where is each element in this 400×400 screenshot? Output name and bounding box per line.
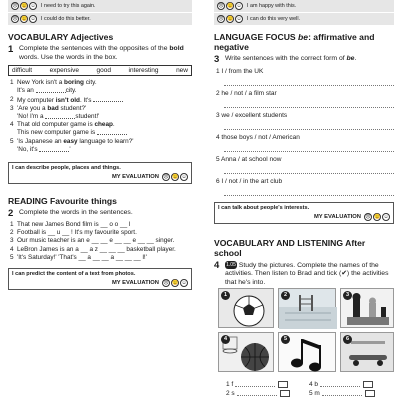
- smile-face-icon[interactable]: ☺: [236, 3, 242, 9]
- answer-row: 2 s 5 m: [226, 389, 392, 398]
- evaluation-box: [8, 162, 192, 184]
- picture-number: 1: [221, 291, 230, 300]
- neutral-face-icon[interactable]: 😐: [21, 3, 28, 9]
- answer-blank[interactable]: [322, 391, 362, 396]
- scale-text: I can do this very well.: [247, 16, 301, 22]
- evaluation-scale-row: [214, 0, 394, 12]
- evaluation-label: MY EVALUATION: [111, 280, 159, 287]
- answer-line: 'No! I'm a student!': [17, 113, 100, 120]
- word: difficult: [12, 67, 33, 75]
- answer-line: This new computer game is: [8, 129, 192, 137]
- word-box: [8, 65, 192, 76]
- task-4-instruction: 4 1.05 Study the pictures. Complete the names of the activities. Then listen to Brad and tick (✔) the activities that he's into.: [214, 260, 389, 286]
- word: expensive: [49, 67, 79, 75]
- listening-title: VOCABULARY AND LISTENING After school: [214, 238, 366, 258]
- reading-title: READING Favourite things: [8, 196, 117, 207]
- neutral-face-icon[interactable]: 😐: [374, 214, 381, 220]
- scale-text: I am happy with this.: [247, 3, 297, 9]
- neutral-face-icon[interactable]: 😐: [227, 3, 234, 9]
- word: good: [96, 67, 111, 75]
- list-item: 5 'Is Japanese an easy language to learn?': [10, 137, 134, 145]
- reading-items: [8, 221, 192, 262]
- answer-line[interactable]: [224, 76, 394, 86]
- answer-blank[interactable]: [235, 382, 275, 387]
- sad-face-icon[interactable]: ☹: [163, 280, 169, 287]
- word: new: [176, 67, 188, 75]
- word: interesting: [128, 67, 159, 75]
- scale-text: I could do this better.: [41, 16, 91, 22]
- task-number: 1: [8, 44, 14, 55]
- sad-face-icon[interactable]: ☹: [365, 214, 371, 220]
- list-item: 1 I / from the UK: [216, 68, 264, 75]
- task-number: 3: [214, 54, 220, 65]
- audio-icon[interactable]: 1.05: [226, 262, 236, 268]
- sad-face-icon[interactable]: ☹: [218, 3, 224, 9]
- answer-blank[interactable]: [45, 113, 75, 119]
- right-column: [214, 0, 394, 291]
- picture-chess: [340, 288, 394, 328]
- list-item: 3 'Are you a bad student?': [10, 104, 87, 112]
- neutral-face-icon[interactable]: 😐: [172, 280, 179, 287]
- list-item: 1 That new James Bond film is __ o o __ l: [10, 221, 131, 229]
- picture-skateboarding: [340, 332, 394, 372]
- language-items: [214, 68, 394, 196]
- task-number: 4: [214, 260, 220, 271]
- list-item: 4 LeBron James is an a __ a z __ __ __ basketball player.: [10, 245, 176, 253]
- list-item: 5 'It's Saturday!' 'That's __ a __ __ a __ __ __ l!': [10, 253, 147, 261]
- can-do-statement: I can describe people, places and things.: [12, 165, 121, 172]
- neutral-face-icon[interactable]: 😐: [172, 174, 179, 181]
- tick-box[interactable]: [365, 390, 375, 397]
- answer-blank[interactable]: [93, 96, 123, 102]
- answer-blank[interactable]: [97, 129, 127, 135]
- answer-line[interactable]: [224, 120, 394, 130]
- answer-blank[interactable]: [39, 146, 69, 152]
- list-item: 2 he / not / a film star: [216, 90, 277, 97]
- sad-face-icon[interactable]: ☹: [218, 16, 224, 22]
- sad-face-icon[interactable]: ☹: [12, 3, 18, 9]
- answer-line: 'No, it's ': [17, 145, 71, 153]
- answer-line[interactable]: [224, 186, 394, 196]
- list-item: 6 I / not / in the art club: [216, 178, 283, 185]
- scale-text: I need to try this again.: [41, 3, 96, 9]
- task-2-instruction: 2 Complete the words in the sentences.: [8, 208, 133, 220]
- language-focus-title: LANGUAGE FOCUS be: affirmative and negative: [214, 32, 375, 52]
- answer-row: 1 f 4 b: [226, 380, 392, 389]
- list-item: 2 Football is __ u __ ! It's my favourite sport.: [10, 229, 137, 237]
- picture-number: 4: [221, 335, 230, 344]
- list-item: 4 That old computer game is cheap.: [10, 121, 115, 129]
- smile-face-icon[interactable]: ☺: [181, 280, 187, 287]
- list-item: 4 those boys / not / American: [216, 134, 300, 141]
- tick-box[interactable]: [278, 381, 288, 388]
- list-item: 3 we / excellent students: [216, 112, 288, 119]
- smile-face-icon[interactable]: ☺: [30, 16, 36, 22]
- activity-pictures: [218, 288, 394, 372]
- sad-face-icon[interactable]: ☹: [12, 16, 18, 22]
- task-1-instruction: 1 Complete the sentences with the opposites of the bold words. Use the words in the box.: [8, 44, 184, 61]
- neutral-face-icon[interactable]: 😐: [21, 16, 28, 22]
- vocabulary-title: VOCABULARY Adjectives: [8, 32, 114, 42]
- vocabulary-items: [8, 79, 192, 154]
- smile-face-icon[interactable]: ☺: [236, 16, 242, 22]
- evaluation-scale-row: [8, 13, 192, 25]
- can-do-statement: I can predict the content of a text from photos.: [12, 271, 136, 278]
- left-column: [8, 0, 192, 294]
- list-item: 5 Anna / at school now: [216, 156, 282, 163]
- answer-line[interactable]: [224, 98, 394, 108]
- picture-number: 2: [281, 291, 290, 300]
- answer-rows: [226, 380, 392, 398]
- neutral-face-icon[interactable]: 😐: [227, 16, 234, 22]
- evaluation-scale-row: [214, 13, 394, 25]
- picture-number: 6: [343, 335, 352, 344]
- sad-face-icon[interactable]: ☹: [163, 174, 169, 181]
- picture-music: [278, 332, 336, 372]
- evaluation-box: [214, 202, 394, 224]
- answer-blank[interactable]: [237, 391, 277, 396]
- list-item: 2 My computer isn't old. It's: [8, 96, 192, 105]
- evaluation-scale-row: [8, 0, 192, 12]
- smile-face-icon[interactable]: ☺: [181, 174, 187, 181]
- answer-blank[interactable]: [36, 87, 66, 93]
- evaluation-box: [8, 268, 192, 290]
- smile-face-icon[interactable]: ☺: [383, 214, 389, 220]
- picture-number: 3: [343, 291, 352, 300]
- can-do-statement: I can talk about people's interests.: [218, 205, 310, 211]
- picture-basketball: [218, 332, 274, 372]
- tick-box[interactable]: [280, 390, 290, 397]
- answer-line: It's an city.: [17, 87, 77, 95]
- picture-number: 5: [281, 335, 290, 344]
- list-item: 3 Our music teacher is an e __ __ e __ __ e __ __ singer.: [10, 237, 175, 245]
- answer-blank[interactable]: [320, 382, 360, 387]
- list-item: 1 New York isn't a boring city.: [10, 79, 97, 87]
- picture-swimming: [278, 288, 336, 328]
- smile-face-icon[interactable]: ☺: [30, 3, 36, 9]
- task-3-instruction: 3 Write sentences with the correct form of be.: [214, 54, 357, 65]
- answer-line[interactable]: [224, 164, 394, 174]
- answer-line[interactable]: [224, 142, 394, 152]
- picture-football: [218, 288, 274, 328]
- evaluation-label: MY EVALUATION: [313, 214, 361, 220]
- evaluation-label: MY EVALUATION: [111, 174, 159, 181]
- task-number: 2: [8, 208, 14, 220]
- tick-box[interactable]: [363, 381, 373, 388]
